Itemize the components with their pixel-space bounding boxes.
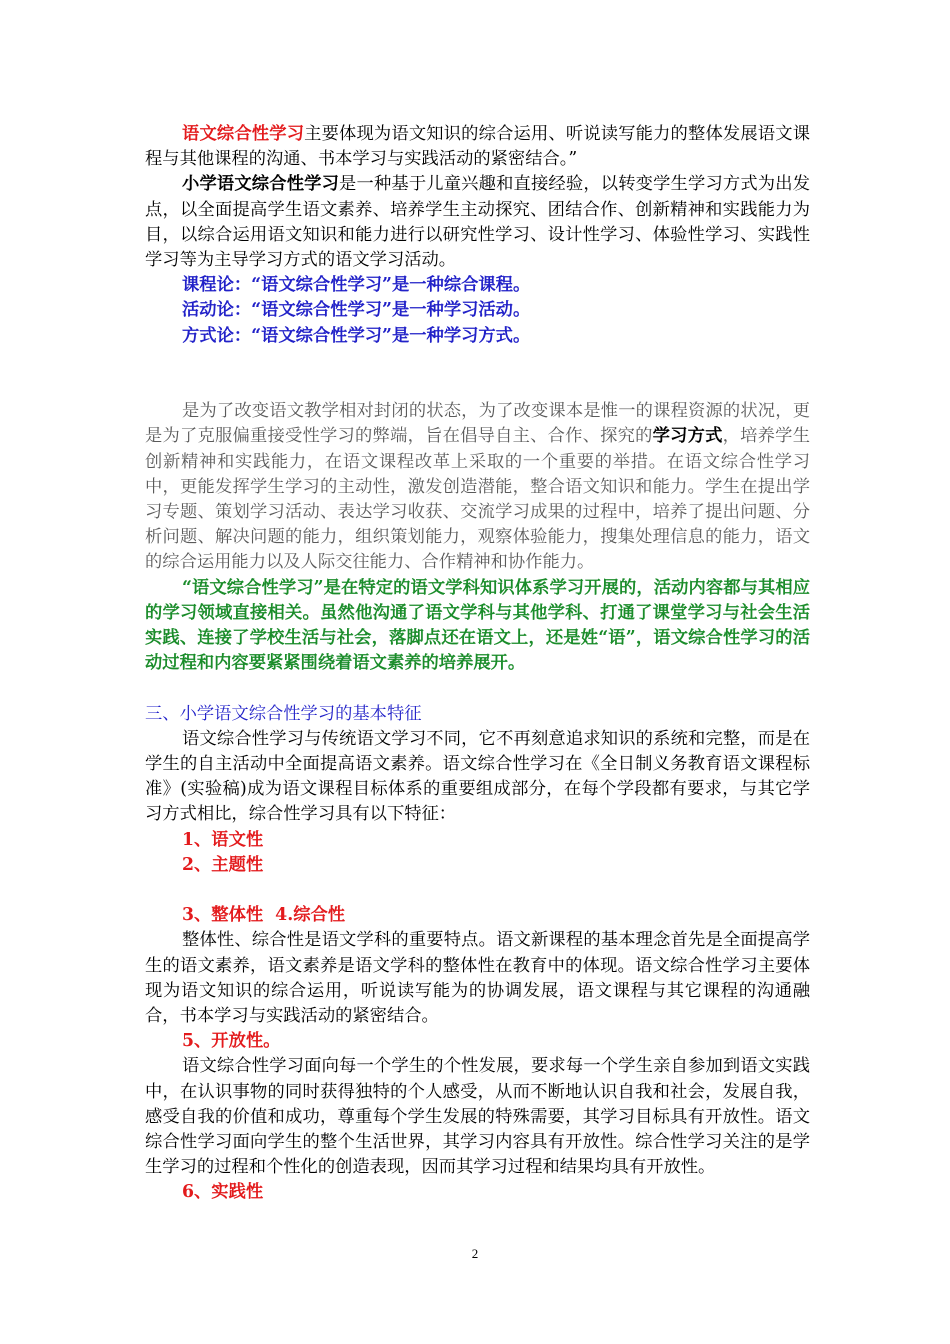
term-highlight: 小学语文综合性学习 (182, 174, 340, 195)
paragraph-language-focus: “语文综合性学习”是在特定的语文学科知识体系学习开展的，活动内容都与其相应的学习领域直接相关。虽然他沟通了语文学科与其他学科、打通了课堂学习与社会生活实践、连接了学校生活与社会，落脚点还在语文上，还是姓“语”，语文综合性学习的活动过程和内容要紧紧围绕着语文素养的培养展开。 (145, 577, 810, 674)
paragraph-text: 主要体现为语文知识的综合运用、听说读写能力的整体发展语文课程与其他课程的沟通、书本学习与实践活动的紧密结合。” (145, 124, 810, 170)
feature-item-6: 6、实践性 (182, 1182, 264, 1203)
spacer (145, 676, 810, 701)
paragraph-integrity: 整体性、综合性是语文学科的重要特点。语文新课程的基本理念首先是全面提高学生的语文素养，语文素养是语文学科的整体性在教育中的体现。语文综合性学习主要体现为语文知识的综合运用，听说读写能为的协调发展，语文课程与其它课程的沟通融合，书本学习与实践活动的紧密结合。 (145, 930, 810, 1027)
paragraph-primary-definition (145, 172, 810, 273)
paragraph-openness: 语文综合性学习面向每一个学生的个性发展，要求每一个学生亲自参加到语文实践中，在认识事物的同时获得独特的个人感受，从而不断地认识自我和社会，发展自我，感受自我的价值和成功，尊重每个学生发展的特殊需要，其学习目标具有开放性。语文综合性学习面向学生的整个生活世界，其学习内容具有开放性。综合性学习关注的是学生学习的过程和个性化的创造表现，因而其学习过程和结果均具有开放性。 (145, 1056, 810, 1178)
paragraph-definition (145, 122, 810, 172)
spacer (145, 878, 810, 903)
document-body (145, 122, 810, 1206)
feature-item-2: 2、主题性 (182, 854, 264, 875)
feature-item-5: 5、开放性。 (182, 1031, 281, 1052)
term-highlight: 学习方式 (652, 426, 723, 447)
paragraph-text: 是一种基于儿童兴趣和直接经验，以转变学生学习方式为出发点，以全面提高学生语文素养、培养学生主动探究、团结合作、创新精神和实践能力为目，以综合运用语文知识和能力进行以研究性学习、设计性学习、体验性学习、实践性学习等为主导学习方式的语文学习活动。 (145, 174, 810, 271)
theory-method: 方式论：“语文综合性学习”是一种学习方式。 (182, 325, 531, 346)
spacer (145, 349, 810, 374)
paragraph-features-intro: 语文综合性学习与传统语文学习不同，它不再刻意追求知识的系统和完整，而是在学生的自主活动中全面提高语文素养。语文综合性学习在《全日制义务教育语文课程标准》(实验稿)成为语文课程目标体系的重要组成部分，在每个学段都有要求，与其它学习方式相比，综合性学习具有以下特征： (145, 728, 810, 825)
feature-item-3-4: 3、整体性 4.综合性 (182, 905, 346, 926)
paragraph-text: 是为了改变语文教学相对封闭的状态，为了改变课本是惟一的课程资源的状况，更是为了克服偏重接受性学习的弊端，旨在倡导自主、合作、探究的 (145, 401, 810, 447)
page-number: 2 (471, 1246, 479, 1261)
term-highlight: 语文综合性学习 (182, 124, 305, 144)
paragraph-purpose (145, 399, 810, 575)
paragraph-text: ，培养学生创新精神和实践能力，在语文课程改革上采取的一个重要的举措。在语文综合性学习中，更能发挥学生学习的主动性，激发创造潜能，整合语文知识和能力。学生在提出学习专题、策划学习活动、表达学习收获、交流学习成果的过程中，培养了提出问题、分析问题、解决问题的能力，组织策划能力，观察体验能力，搜集处理信息的能力，语文的综合运用能力以及人际交往能力、合作精神和协作能力。 (145, 426, 810, 573)
feature-item-1: 1、语文性 (182, 829, 264, 850)
theory-activity: 活动论：“语文综合性学习”是一种学习活动。 (182, 300, 531, 321)
theory-course: 课程论：“语文综合性学习”是一种综合课程。 (182, 275, 531, 296)
section-heading: 三、小学语文综合性学习的基本特征 (145, 703, 422, 724)
spacer (145, 374, 810, 399)
